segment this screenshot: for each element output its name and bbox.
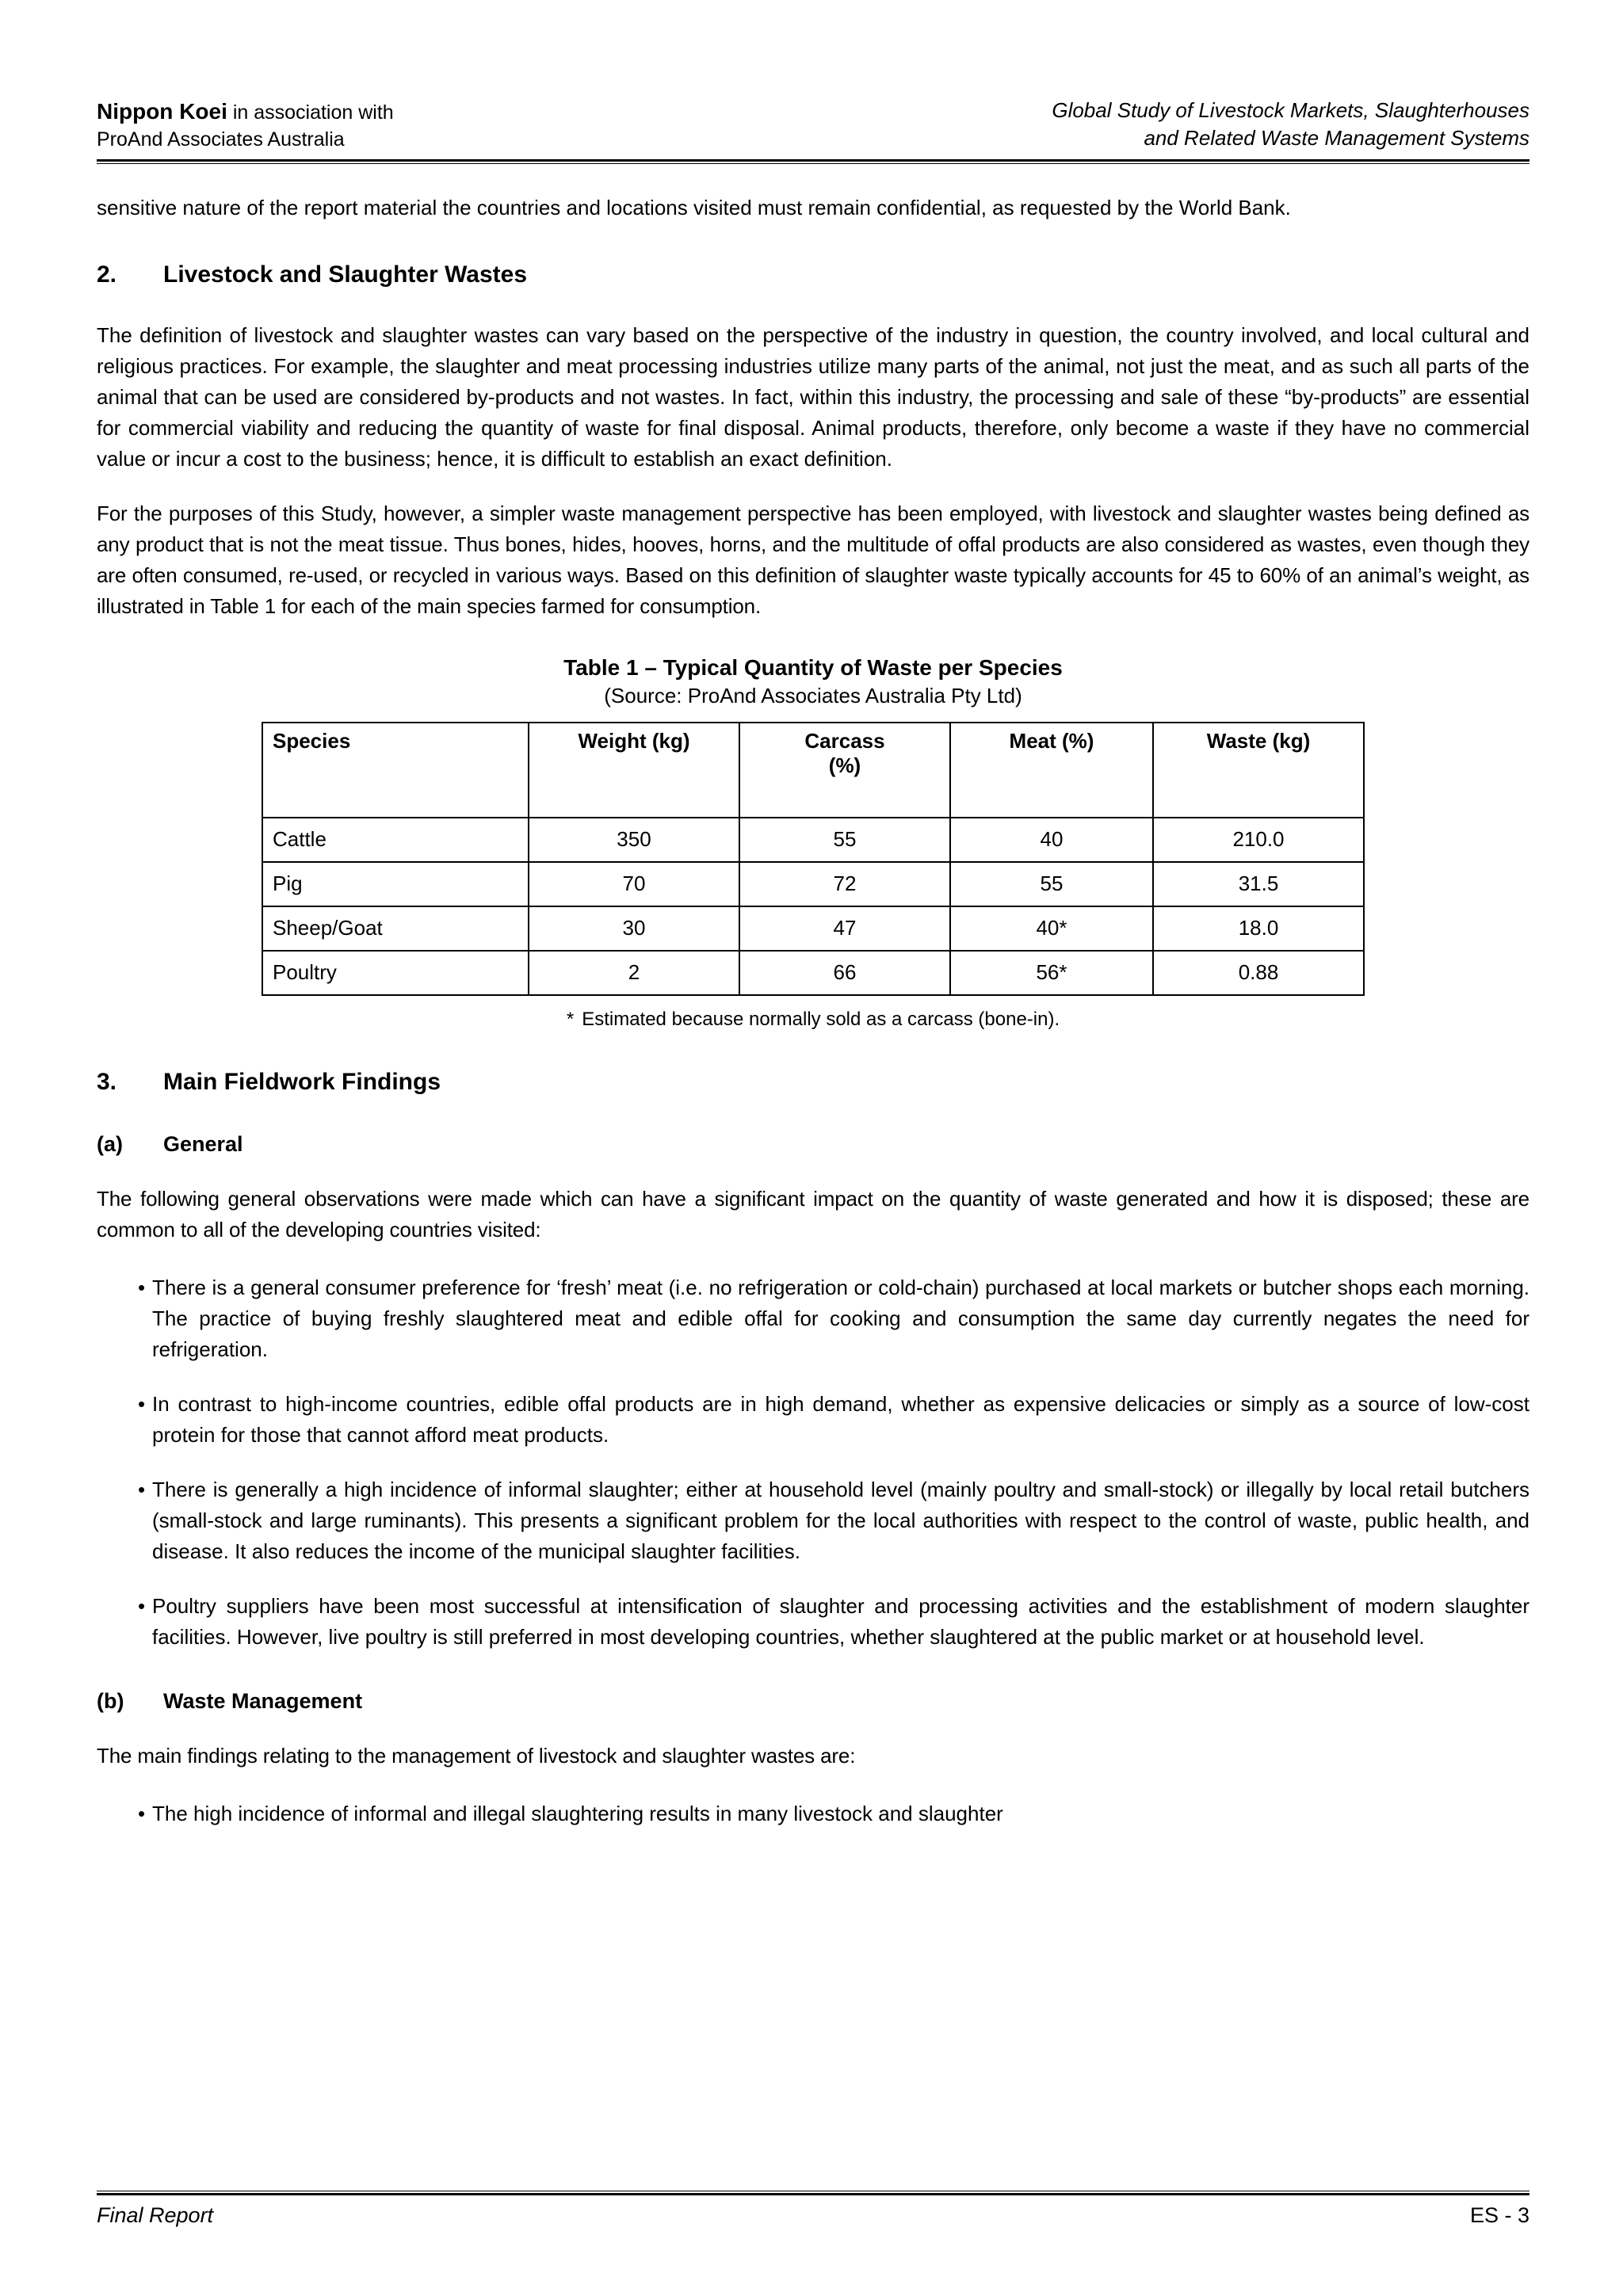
bullet-icon: •: [138, 1477, 146, 1501]
page-header: [97, 97, 1529, 153]
cell-species: Poultry: [262, 951, 529, 995]
footer-document-label: Final Report: [97, 2203, 214, 2227]
column-header-meat: Meat (%): [950, 723, 1153, 818]
header-organisation-name: Nippon Koei: [97, 99, 227, 124]
footnote-text: Estimated because normally sold as a carcass (bone-in).: [582, 1008, 1060, 1030]
header-study-title-line1: Global Study of Livestock Markets, Slaughterhouses: [1052, 98, 1529, 122]
bullet-icon: •: [138, 1391, 146, 1416]
cell-weight: 350: [529, 818, 739, 862]
section-2-number: 2.: [97, 261, 117, 288]
cell-species: Sheep/Goat: [262, 906, 529, 951]
cell-meat: 40: [950, 818, 1153, 862]
subsection-heading-a: [97, 1132, 1529, 1157]
column-header-carcass-line2: (%): [828, 753, 861, 777]
list-item: [97, 1272, 1529, 1365]
cell-weight: 30: [529, 906, 739, 951]
cell-waste: 18.0: [1153, 906, 1364, 951]
header-partner-name: ProAnd Associates Australia: [97, 128, 345, 151]
cell-waste: 210.0: [1153, 818, 1364, 862]
table-header-row: [262, 723, 1364, 818]
waste-per-species-table: [262, 722, 1365, 996]
table-1-source: (Source: ProAnd Associates Australia Pty Ltd): [604, 684, 1022, 708]
column-header-waste: Waste (kg): [1153, 723, 1364, 818]
section-heading-2: [97, 261, 1529, 288]
column-header-weight: Weight (kg): [529, 723, 739, 818]
list-item-text: The high incidence of informal and illegal slaughtering results in many livestock and slaughter: [152, 1801, 1003, 1825]
bullet-icon: •: [138, 1801, 146, 1825]
list-item-text: In contrast to high-income countries, edible offal products are in high demand, whether as expensive delicacies or simply as a source of low-cost protein for those that cannot afford meat products.: [152, 1391, 1529, 1447]
subsection-a-bullet-list: [97, 1272, 1529, 1653]
list-item-text: There is generally a high incidence of informal slaughter; either at household level (mainly poultry and small-stock) or illegally by local retail butchers (small-stock and large ruminants). This presents a significant problem for the local authorities with respect to the control of waste, public health, and disease. It also reduces the income of the municipal slaughter facilities.: [152, 1477, 1529, 1563]
section-3-title: Main Fieldwork Findings: [163, 1068, 441, 1095]
subsection-a-title: General: [163, 1131, 243, 1156]
page-number: ES - 3: [1469, 2203, 1529, 2227]
header-study-title-line2: and Related Waste Management Systems: [1144, 125, 1529, 150]
cell-species: Cattle: [262, 818, 529, 862]
table-row: [262, 906, 1364, 951]
footer-row: [97, 2203, 1529, 2228]
header-left-block: [97, 97, 394, 153]
subsection-b-lead-paragraph: The main findings relating to the management of livestock and slaughter wastes are:: [97, 1743, 856, 1768]
subsection-a-lead-paragraph: The following general observations were made which can have a significant impact on the quantity of waste generated and how it is disposed; these are common to all of the developing countries visited:: [97, 1186, 1529, 1241]
header-right-block: [1052, 97, 1529, 152]
subsection-b-bullet-list: [97, 1798, 1529, 1829]
column-header-carcass-line1: Carcass: [804, 728, 885, 753]
subsection-a-number: (a): [97, 1131, 123, 1156]
cell-weight: 70: [529, 862, 739, 906]
subsection-b-number: (b): [97, 1688, 124, 1713]
list-item: [97, 1389, 1529, 1451]
table-header-row-group: [262, 723, 1364, 818]
footer-divider: [97, 2191, 1529, 2195]
cell-carcass: 66: [739, 951, 950, 995]
subsection-b-title: Waste Management: [163, 1688, 363, 1713]
cell-waste: 0.88: [1153, 951, 1364, 995]
section-2-paragraph-1: The definition of livestock and slaughter wastes can vary based on the perspective of the industry in question, the country involved, and local cultural and religious practices. For example, the slaughter and meat processing industries utilize many parts of the animal, not just the meat, and as such all parts of the animal that can be used are considered by-products and not wastes. In fact, within this industry, the processing and sale of these “by-products” are essential for commercial viability and reducing the quantity of waste for final disposal. Animal products, therefore, only become a waste if they have no commercial value or incur a cost to the business; hence, it is difficult to establish an exact definition.: [97, 323, 1529, 471]
cell-carcass: 47: [739, 906, 950, 951]
cell-carcass: 72: [739, 862, 950, 906]
cell-meat: 55: [950, 862, 1153, 906]
bullet-icon: •: [138, 1593, 146, 1618]
section-3-number: 3.: [97, 1068, 117, 1095]
table-1-title: Table 1 – Typical Quantity of Waste per Species: [563, 655, 1063, 681]
table-row: [262, 862, 1364, 906]
header-organisation-line: [97, 97, 394, 127]
table-row: [262, 818, 1364, 862]
table-row: [262, 951, 1364, 995]
page-footer: [97, 2191, 1529, 2228]
cell-meat: 56*: [950, 951, 1153, 995]
cell-species: Pig: [262, 862, 529, 906]
list-item: [97, 1474, 1529, 1567]
header-organisation-tail: in association with: [227, 101, 394, 124]
column-header-species: Species: [262, 723, 529, 818]
section-2-paragraph-2: For the purposes of this Study, however, a simpler waste management perspective has been employed, with livestock and slaughter wastes being defined as any product that is not the meat tissue. Thus bones, hides, hooves, horns, and the multitude of offal products are also considered as wastes, even though they are often consumed, re-used, or recycled in various ways. Based on this definition of slaughter waste typically accounts for 45 to 60% of an animal’s weight, as illustrated in Table 1 for each of the main species farmed for consumption.: [97, 502, 1529, 619]
list-item: [97, 1591, 1529, 1653]
section-2-title: Livestock and Slaughter Wastes: [163, 261, 528, 288]
cell-weight: 2: [529, 951, 739, 995]
section-heading-3: [97, 1069, 1529, 1096]
table-1-footnote: [97, 1009, 1529, 1031]
column-header-carcass: [739, 723, 950, 818]
intro-paragraph: sensitive nature of the report material the countries and locations visited must remain confidential, as requested by the World Bank.: [97, 196, 1291, 220]
list-item: [97, 1798, 1529, 1829]
footnote-marker: *: [566, 1008, 575, 1030]
list-item-text: Poultry suppliers have been most successful at intensification of slaughter and processing activities and the establishment of modern slaughter facilities. However, live poultry is still preferred in most developing countries, whether slaughtered at the public market or at household level.: [152, 1593, 1529, 1649]
table-1-block: [97, 654, 1529, 1030]
table-body: [262, 818, 1364, 995]
subsection-heading-b: [97, 1689, 1529, 1714]
list-item-text: There is a general consumer preference for ‘fresh’ meat (i.e. no refrigeration or cold-chain) purchased at local markets or butcher shops each morning. The practice of buying freshly slaughtered meat and edible offal for cooking and consumption the same day currently negates the need for refrigeration.: [152, 1275, 1529, 1361]
header-divider: [97, 159, 1529, 164]
cell-carcass: 55: [739, 818, 950, 862]
cell-waste: 31.5: [1153, 862, 1364, 906]
bullet-icon: •: [138, 1275, 146, 1299]
cell-meat: 40*: [950, 906, 1153, 951]
